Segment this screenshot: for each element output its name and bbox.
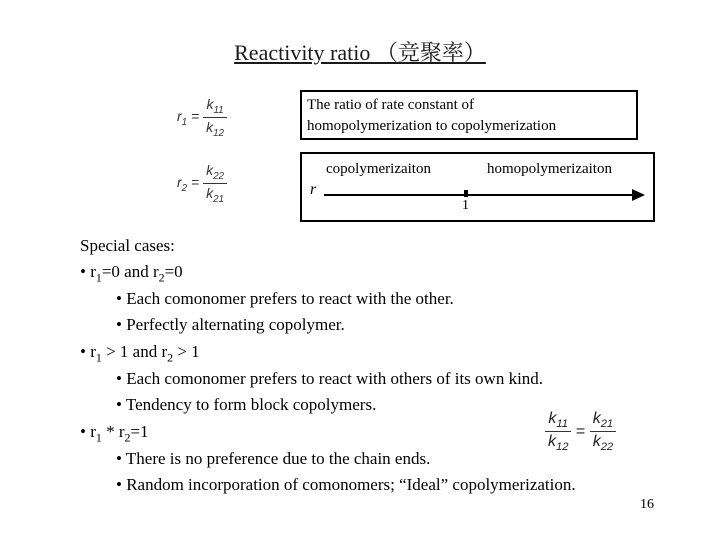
case-3-item-2: • Random incorporation of comonomers; “Ideal” copolymerization. xyxy=(116,475,576,494)
definition-line-2: homopolymerization to copolymerization xyxy=(307,118,557,134)
definition-box xyxy=(300,90,638,140)
case-1-item-1: • Each comonomer prefers to react with the other. xyxy=(116,289,454,308)
scale-tick-mark xyxy=(464,190,468,197)
case-1-condition: • $r_1=0$ and $r_2=0$ xyxy=(80,262,183,285)
special-cases-section xyxy=(80,233,700,503)
page-number: 16 xyxy=(640,497,654,512)
case-3-condition: • $r_1 * r_2=1$ xyxy=(80,422,149,445)
case-1-item-2: • Perfectly alternating copolymer. xyxy=(116,315,345,334)
special-cases-heading: Special cases: xyxy=(80,236,175,255)
slide-title: Reactivity ratio （竞聚率） xyxy=(234,40,486,65)
reactivity-scale-box xyxy=(300,152,655,222)
scale-arrowhead xyxy=(632,189,645,201)
copolymerization-label: copolymerizaiton xyxy=(326,161,431,177)
axis-r-label: r xyxy=(310,181,317,198)
case-2-condition: • $r_1 > 1$ and $r_2 > 1$ xyxy=(80,342,200,365)
definition-line-1: The ratio of rate constant of xyxy=(307,97,475,113)
case-2-item-1: • Each comonomer prefers to react with others of its own kind. xyxy=(116,369,544,388)
r2-equation: $r_2$ = $\frac{k_{22}}{k_{21}}$ xyxy=(177,162,227,205)
homopolymerization-label: homopolymerizaiton xyxy=(487,161,612,177)
tick-one-label: 1 xyxy=(462,198,469,213)
ideal-ratio-equation: $\frac{k_{11}}{k_{12}}$ = $\frac{k_{21}}{k_{22}}$ xyxy=(545,410,616,453)
case-2-item-2: • Tendency to form block copolymers. xyxy=(116,395,377,414)
case-3-item-1: • There is no preference due to the chain ends. xyxy=(116,449,431,468)
r1-equation: $r_1$ = $\frac{k_{11}}{k_{12}}$ xyxy=(177,96,227,139)
